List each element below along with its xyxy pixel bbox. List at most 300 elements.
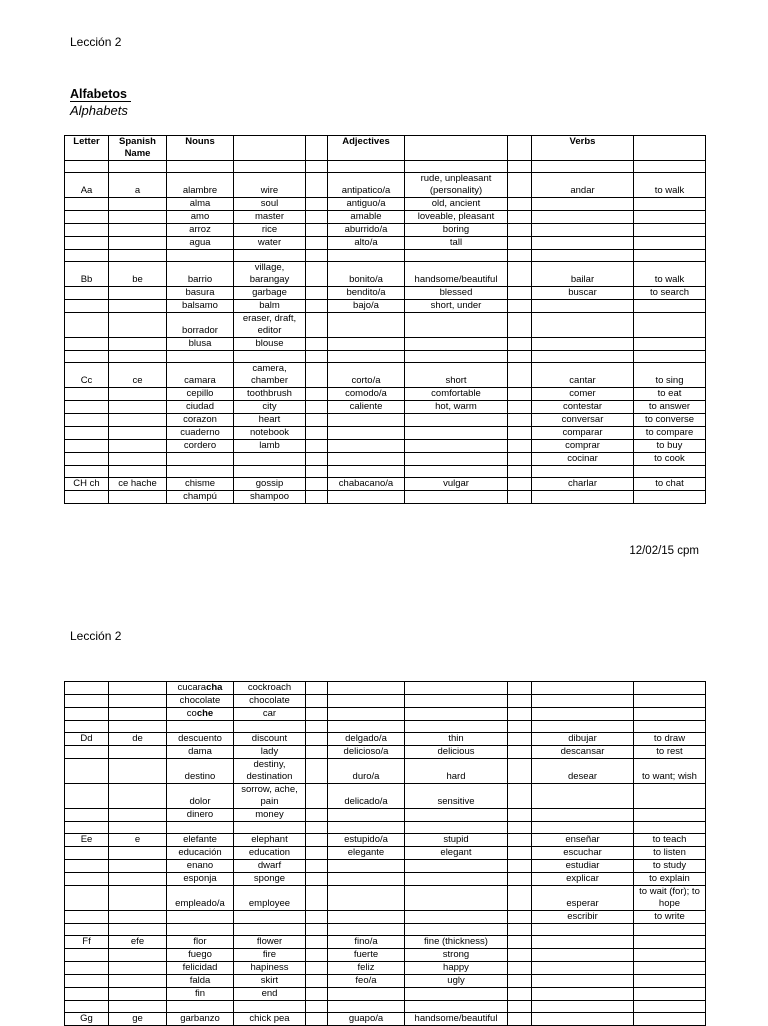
table-cell: CH ch [65, 478, 109, 491]
table-cell [508, 1001, 532, 1013]
table-cell: desear [532, 759, 634, 784]
table-cell [306, 427, 328, 440]
table-cell [109, 351, 167, 363]
table-cell [65, 962, 109, 975]
table-cell: camara [167, 363, 234, 388]
table-cell [508, 759, 532, 784]
table-cell [306, 237, 328, 250]
header-blank [508, 136, 532, 161]
table-cell: chisme [167, 478, 234, 491]
table-cell [532, 237, 634, 250]
table-cell [306, 822, 328, 834]
table-row [65, 860, 706, 873]
table-cell: dinero [167, 809, 234, 822]
table-cell: village, barangay [234, 262, 306, 287]
table-cell [508, 975, 532, 988]
table-cell [532, 708, 634, 721]
table-cell: to rest [634, 746, 706, 759]
table-cell: bajo/a [328, 300, 405, 313]
table-cell [306, 161, 328, 173]
table-cell [65, 708, 109, 721]
table-cell [634, 695, 706, 708]
table-cell: to walk [634, 262, 706, 287]
table-cell [328, 453, 405, 466]
table-cell [109, 224, 167, 237]
table-cell [109, 237, 167, 250]
table-cell: dwarf [234, 860, 306, 873]
table-cell: to answer [634, 401, 706, 414]
table-cell: to study [634, 860, 706, 873]
table-cell [306, 746, 328, 759]
table-row [65, 746, 706, 759]
table-cell [405, 809, 508, 822]
table-cell [634, 351, 706, 363]
table-cell [328, 1001, 405, 1013]
table-cell [167, 250, 234, 262]
table-cell: guapo/a [328, 1013, 405, 1026]
table-row [65, 198, 706, 211]
table-cell: to compare [634, 427, 706, 440]
table-cell: Dd [65, 733, 109, 746]
table-cell [306, 491, 328, 504]
table-row [65, 363, 706, 388]
table-cell [234, 822, 306, 834]
table-cell [405, 313, 508, 338]
table-cell [508, 809, 532, 822]
table-cell: ce [109, 363, 167, 388]
table-cell: gossip [234, 478, 306, 491]
table-cell [65, 682, 109, 695]
table-cell [328, 809, 405, 822]
table-cell: cordero [167, 440, 234, 453]
table-cell [328, 682, 405, 695]
table-cell [109, 975, 167, 988]
table-cell [532, 466, 634, 478]
table-row [65, 708, 706, 721]
table-cell: caliente [328, 401, 405, 414]
table-cell [109, 695, 167, 708]
table-cell: enseñar [532, 834, 634, 847]
table-cell [532, 198, 634, 211]
table-cell [65, 975, 109, 988]
table-cell [306, 198, 328, 211]
table-cell: arroz [167, 224, 234, 237]
table-cell [109, 198, 167, 211]
table-cell [306, 313, 328, 338]
table-cell: happy [405, 962, 508, 975]
table-cell: Gg [65, 1013, 109, 1026]
table-cell: garbanzo [167, 1013, 234, 1026]
table-cell [405, 414, 508, 427]
page-title: Alfabetos [70, 87, 131, 102]
table-cell: comprar [532, 440, 634, 453]
table-cell [109, 847, 167, 860]
table-cell: flor [167, 936, 234, 949]
table-cell: to chat [634, 478, 706, 491]
table-cell: comfortable [405, 388, 508, 401]
table-cell: ciudad [167, 401, 234, 414]
table-cell [234, 1001, 306, 1013]
table-cell: cocinar [532, 453, 634, 466]
table-cell: to converse [634, 414, 706, 427]
table-cell: car [234, 708, 306, 721]
table-cell [306, 847, 328, 860]
table-cell [65, 988, 109, 1001]
table-cell [634, 949, 706, 962]
table-cell [634, 491, 706, 504]
table-cell [306, 224, 328, 237]
table-row [65, 733, 706, 746]
table-cell: chocolate [167, 695, 234, 708]
table-cell [109, 949, 167, 962]
table-cell [65, 287, 109, 300]
table-cell [306, 682, 328, 695]
table-cell [306, 250, 328, 262]
table-cell: to search [634, 287, 706, 300]
table-cell [508, 363, 532, 388]
table-cell [306, 262, 328, 287]
table-cell [532, 721, 634, 733]
table-cell [328, 708, 405, 721]
table-cell [328, 886, 405, 911]
table-cell: cantar [532, 363, 634, 388]
table-cell [306, 351, 328, 363]
table-cell: hot, warm [405, 401, 508, 414]
table-cell [167, 351, 234, 363]
table-cell: antipatico/a [328, 173, 405, 198]
header-blank [634, 136, 706, 161]
table-cell [508, 873, 532, 886]
table-cell: chick pea [234, 1013, 306, 1026]
table-row-blank [65, 161, 706, 173]
table-cell [167, 924, 234, 936]
table-row [65, 338, 706, 351]
table-cell: wire [234, 173, 306, 198]
table-cell [508, 262, 532, 287]
table-cell [109, 886, 167, 911]
table-cell [405, 886, 508, 911]
table-row [65, 962, 706, 975]
table-cell [65, 414, 109, 427]
table-cell [508, 491, 532, 504]
table-cell: to buy [634, 440, 706, 453]
table-row [65, 682, 706, 695]
table-cell [65, 453, 109, 466]
table-row [65, 784, 706, 809]
table-cell [328, 161, 405, 173]
table-cell: to explain [634, 873, 706, 886]
table-cell [109, 414, 167, 427]
table-cell: delgado/a [328, 733, 405, 746]
table-cell [508, 401, 532, 414]
table-cell [109, 388, 167, 401]
table-cell: elegante [328, 847, 405, 860]
table-row [65, 936, 706, 949]
table-cell [234, 466, 306, 478]
table-cell: shampoo [234, 491, 306, 504]
table-cell [167, 911, 234, 924]
table-cell [167, 453, 234, 466]
header-blank [234, 136, 306, 161]
table-cell: money [234, 809, 306, 822]
table-cell [109, 746, 167, 759]
table-cell: cuaderno [167, 427, 234, 440]
table-cell [306, 886, 328, 911]
table-cell: charlar [532, 478, 634, 491]
table-cell: feo/a [328, 975, 405, 988]
table-cell [634, 822, 706, 834]
table-cell: elefante [167, 834, 234, 847]
table-cell [306, 975, 328, 988]
table-row-blank [65, 924, 706, 936]
table-cell: Ff [65, 936, 109, 949]
table-row [65, 287, 706, 300]
table-cell [306, 1001, 328, 1013]
table-cell [65, 491, 109, 504]
table-cell [65, 300, 109, 313]
table-cell: city [234, 401, 306, 414]
table-cell [634, 721, 706, 733]
table-cell [109, 440, 167, 453]
table-cell [508, 860, 532, 873]
table-cell: agua [167, 237, 234, 250]
table-cell: to sing [634, 363, 706, 388]
table-row [65, 401, 706, 414]
table-cell: fire [234, 949, 306, 962]
table-cell [306, 721, 328, 733]
table-cell [634, 1001, 706, 1013]
table-row-blank [65, 721, 706, 733]
table-cell [65, 224, 109, 237]
table-cell: boring [405, 224, 508, 237]
table-cell: delicioso/a [328, 746, 405, 759]
table-cell: thin [405, 733, 508, 746]
table-cell [634, 198, 706, 211]
table-cell [306, 287, 328, 300]
table-row [65, 491, 706, 504]
table-cell: cepillo [167, 388, 234, 401]
table-cell: to wait (for); to hope [634, 886, 706, 911]
table-cell: hard [405, 759, 508, 784]
table-row [65, 313, 706, 338]
table-cell: alma [167, 198, 234, 211]
table-cell [508, 834, 532, 847]
table-cell: barrio [167, 262, 234, 287]
table-cell [109, 401, 167, 414]
table-cell: borrador [167, 313, 234, 338]
table-row [65, 873, 706, 886]
table-cell [532, 809, 634, 822]
table-cell [532, 822, 634, 834]
table-cell: stupid [405, 834, 508, 847]
table-row [65, 478, 706, 491]
table-cell [634, 962, 706, 975]
table-cell [405, 860, 508, 873]
table-cell [532, 988, 634, 1001]
table-cell: bonito/a [328, 262, 405, 287]
table-cell [508, 962, 532, 975]
table-cell: Ee [65, 834, 109, 847]
table-cell: skirt [234, 975, 306, 988]
table-cell: cucaracha [167, 682, 234, 695]
table-cell [405, 338, 508, 351]
table-cell [65, 440, 109, 453]
table-cell [306, 388, 328, 401]
table-cell [405, 491, 508, 504]
table-cell [508, 911, 532, 924]
table-cell [508, 440, 532, 453]
table-cell: descansar [532, 746, 634, 759]
header-spanish-name: Spanish Name [109, 136, 167, 161]
table-cell [65, 721, 109, 733]
table-cell [65, 746, 109, 759]
table-cell [65, 873, 109, 886]
table-cell: feliz [328, 962, 405, 975]
table-cell: comparar [532, 427, 634, 440]
table-cell: toothbrush [234, 388, 306, 401]
table-cell [234, 453, 306, 466]
table-cell [532, 351, 634, 363]
table-cell [328, 695, 405, 708]
table-cell [508, 822, 532, 834]
table-header-row [65, 136, 706, 161]
table-row [65, 173, 706, 198]
table-cell [234, 911, 306, 924]
table-cell [306, 211, 328, 224]
page-subtitle: Alphabets [70, 103, 128, 118]
table-cell [405, 161, 508, 173]
table-cell [167, 466, 234, 478]
table-row [65, 886, 706, 911]
table-cell: old, ancient [405, 198, 508, 211]
table-cell: eraser, draft, editor [234, 313, 306, 338]
table-cell [508, 478, 532, 491]
table-cell [405, 911, 508, 924]
table-cell: ce hache [109, 478, 167, 491]
table-cell: destiny, destination [234, 759, 306, 784]
table-cell: conversar [532, 414, 634, 427]
table-cell [328, 860, 405, 873]
table-cell: chabacano/a [328, 478, 405, 491]
table-cell: fino/a [328, 936, 405, 949]
table-row [65, 414, 706, 427]
table-cell [328, 250, 405, 262]
table-cell [634, 809, 706, 822]
table-cell [508, 250, 532, 262]
table-row [65, 834, 706, 847]
table-cell [634, 237, 706, 250]
table-cell [508, 949, 532, 962]
table-cell [65, 161, 109, 173]
table-cell [508, 708, 532, 721]
table-cell: dibujar [532, 733, 634, 746]
table-cell: education [234, 847, 306, 860]
table-cell: rice [234, 224, 306, 237]
table-cell: blusa [167, 338, 234, 351]
table-row [65, 809, 706, 822]
table-cell [65, 313, 109, 338]
table-cell: loveable, pleasant [405, 211, 508, 224]
table-cell [405, 924, 508, 936]
table-cell [65, 809, 109, 822]
table-row [65, 427, 706, 440]
table-cell: to listen [634, 847, 706, 860]
table-cell [109, 161, 167, 173]
table-cell: short, under [405, 300, 508, 313]
table-cell [405, 427, 508, 440]
table-cell [328, 873, 405, 886]
table-cell [109, 287, 167, 300]
table-cell [532, 491, 634, 504]
table-cell [167, 822, 234, 834]
table-cell [508, 351, 532, 363]
table-cell [532, 924, 634, 936]
table-cell: dama [167, 746, 234, 759]
table-cell [508, 211, 532, 224]
vocab-table-2 [64, 681, 706, 1026]
table-cell: corazon [167, 414, 234, 427]
table-cell [405, 988, 508, 1001]
table-row [65, 388, 706, 401]
table-cell [109, 427, 167, 440]
table-cell: a [109, 173, 167, 198]
table-cell: lady [234, 746, 306, 759]
table-cell [167, 1001, 234, 1013]
table-cell: elegant [405, 847, 508, 860]
table-cell [328, 988, 405, 1001]
table-cell: camera, chamber [234, 363, 306, 388]
table-cell [65, 860, 109, 873]
table-cell [634, 936, 706, 949]
table-cell: buscar [532, 287, 634, 300]
table-cell: escribir [532, 911, 634, 924]
table-cell: falda [167, 975, 234, 988]
table-cell: chocolate [234, 695, 306, 708]
table-cell [65, 784, 109, 809]
table-cell: blessed [405, 287, 508, 300]
lesson-header: Lección 2 [70, 35, 122, 49]
digraph-highlight: che [196, 708, 214, 719]
table-cell [109, 338, 167, 351]
table-cell [306, 300, 328, 313]
table-cell [508, 988, 532, 1001]
table-cell [109, 721, 167, 733]
table-cell: dolor [167, 784, 234, 809]
table-cell [508, 427, 532, 440]
table-cell [405, 822, 508, 834]
table-cell: sponge [234, 873, 306, 886]
table-cell: sorrow, ache, pain [234, 784, 306, 809]
table-row [65, 695, 706, 708]
table-cell: antiguo/a [328, 198, 405, 211]
table-cell: balm [234, 300, 306, 313]
table-cell [532, 300, 634, 313]
table-cell: notebook [234, 427, 306, 440]
table-cell [306, 414, 328, 427]
table-cell: basura [167, 287, 234, 300]
table-cell [109, 453, 167, 466]
table-cell: garbage [234, 287, 306, 300]
table-cell: sensitive [405, 784, 508, 809]
table-cell: coche [167, 708, 234, 721]
table-cell [328, 338, 405, 351]
table-cell: empleado/a [167, 886, 234, 911]
table-cell [65, 886, 109, 911]
table-cell [508, 198, 532, 211]
table-cell: alambre [167, 173, 234, 198]
table-cell [405, 351, 508, 363]
table-cell: lamb [234, 440, 306, 453]
